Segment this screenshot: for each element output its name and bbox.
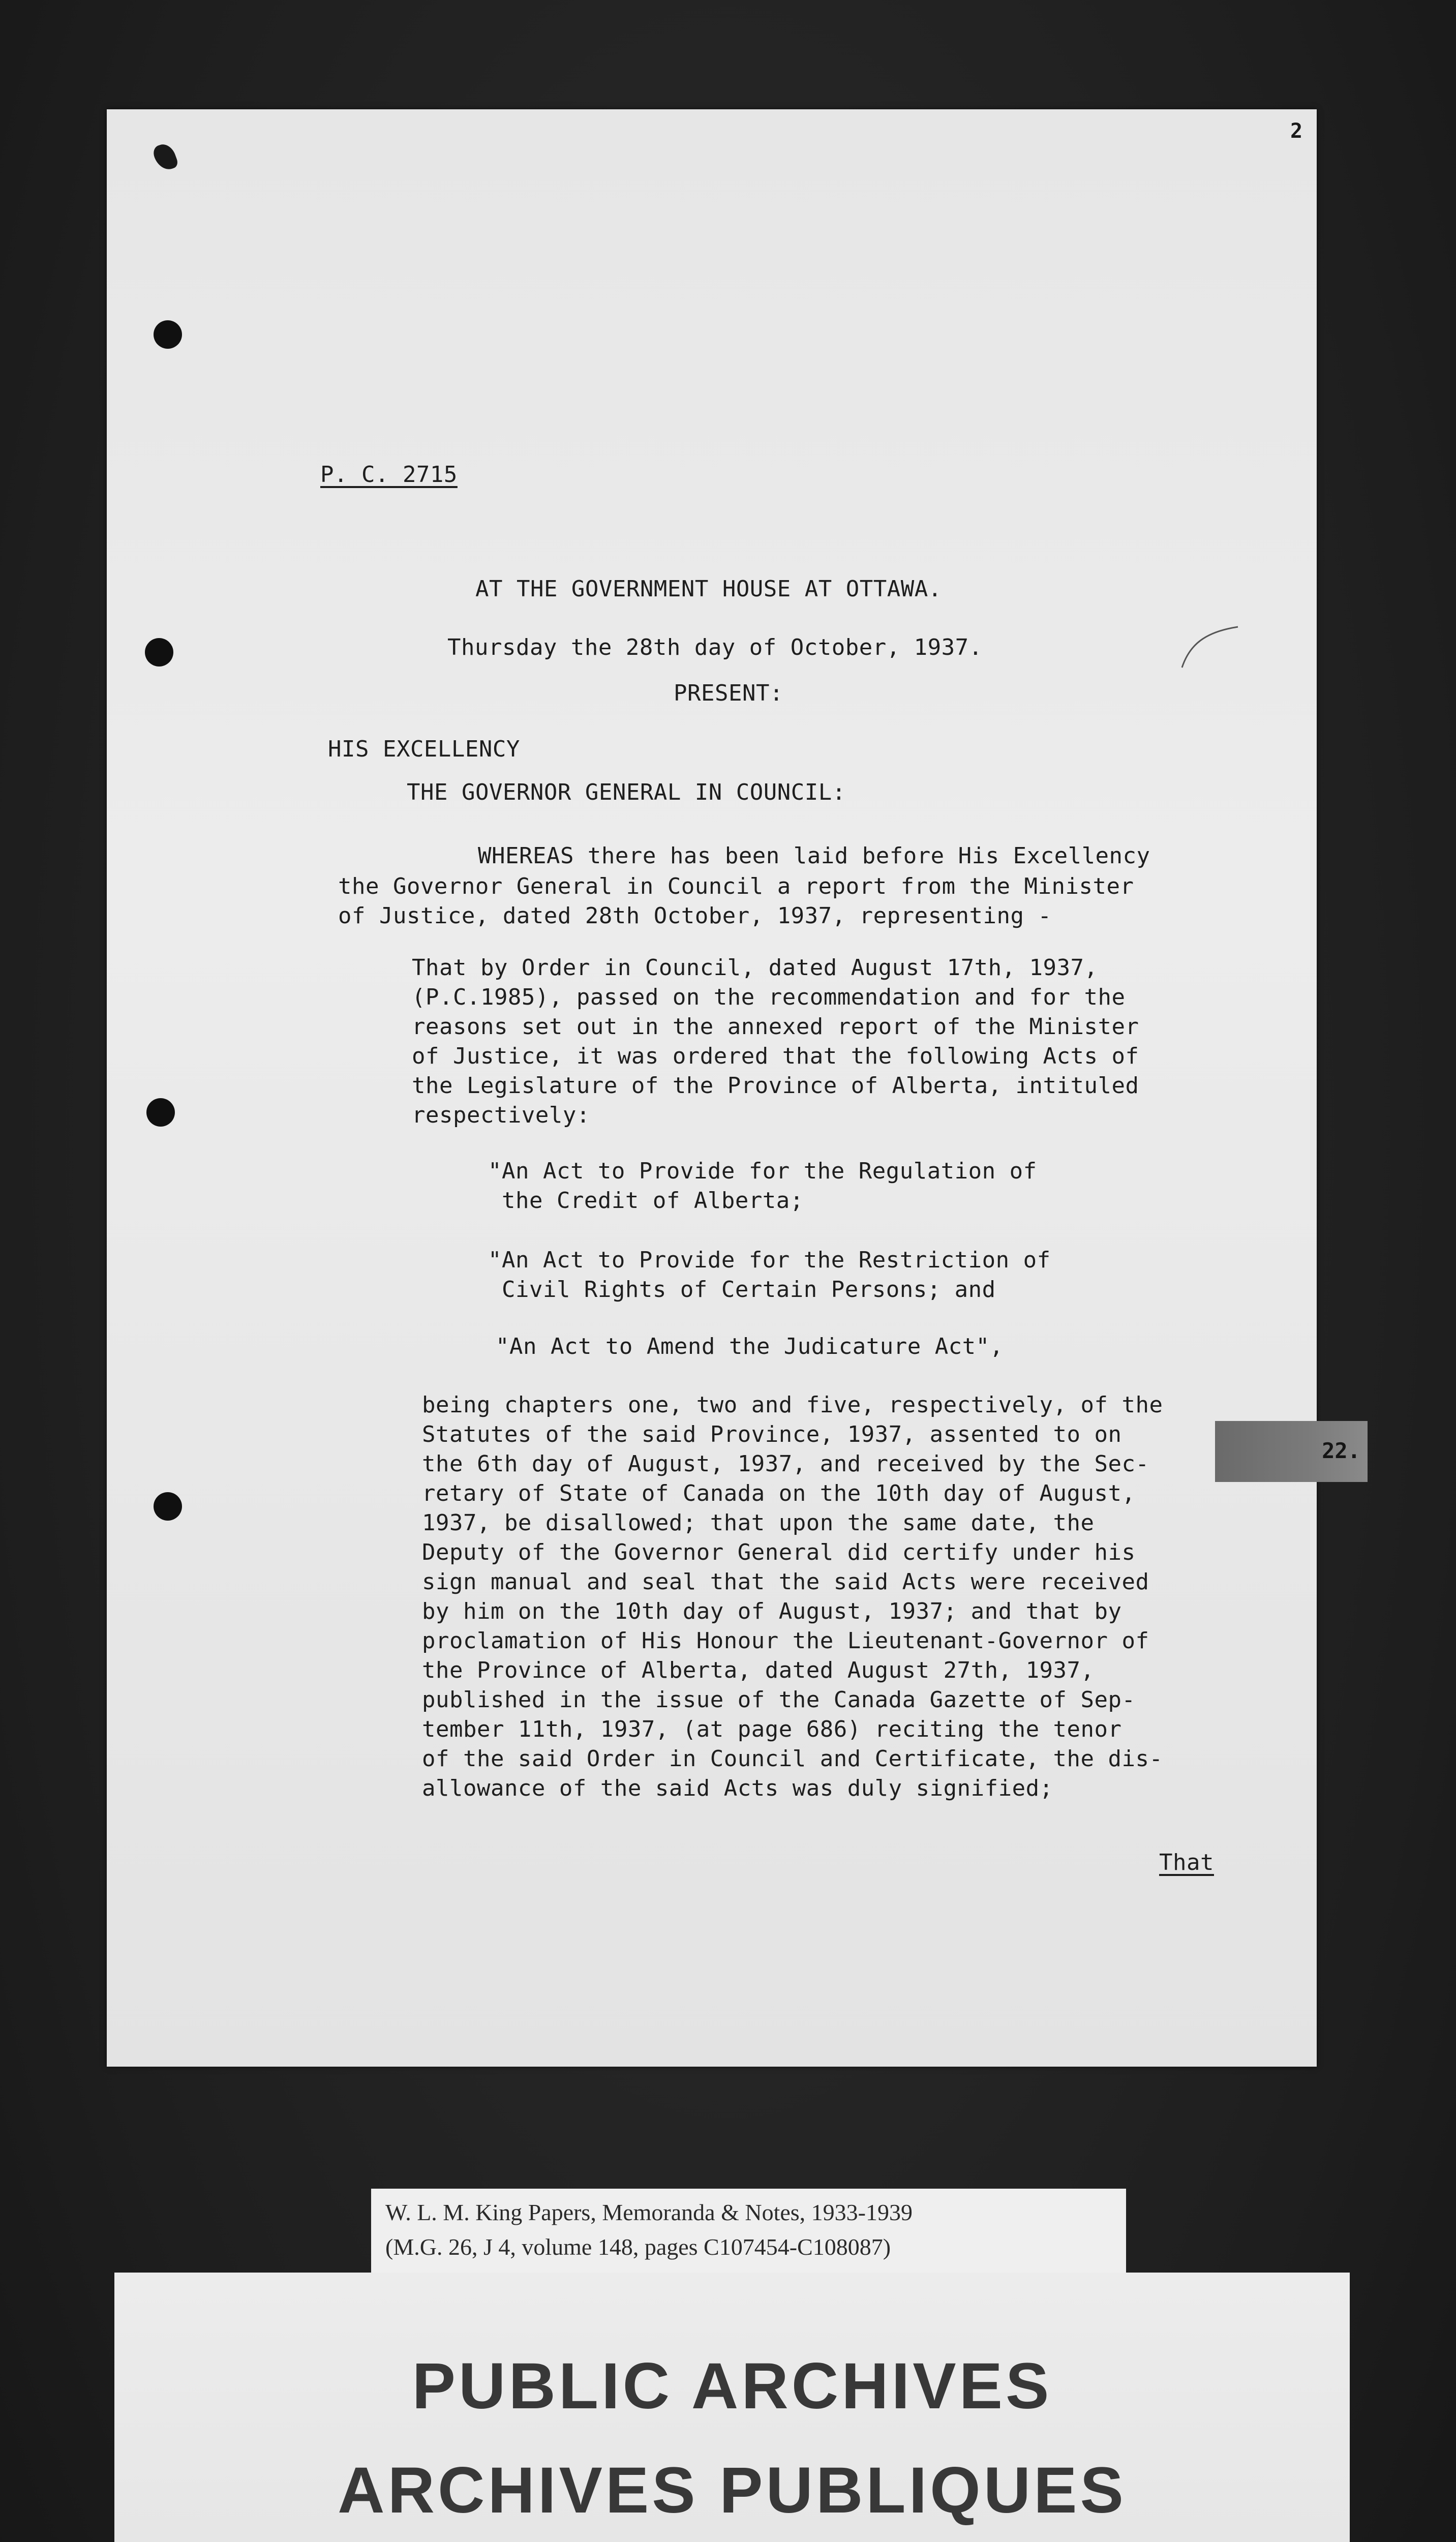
text-line: (P.C.1985), passed on the recommendation and for the: [412, 984, 1126, 1010]
text-line: proclamation of His Honour the Lieutenant-Governor of: [422, 1628, 1149, 1654]
act-judicature: "An Act to Amend the Judicature Act",: [496, 1334, 1004, 1359]
text-line: 1937, be disallowed; that upon the same date, the: [422, 1510, 1095, 1536]
text-line: sign manual and seal that the said Acts were received: [422, 1569, 1149, 1595]
text-line: That by Order in Council, dated August 17th, 1937,: [412, 955, 1098, 981]
pen-mark: [1179, 624, 1240, 670]
text-line: the Governor General in Council a report from the Minister: [338, 873, 1134, 899]
date-line: Thursday the 28th day of October, 1937.: [447, 634, 983, 660]
punch-hole: [145, 638, 173, 667]
text-line: Deputy of the Governor General did certify under his: [422, 1539, 1136, 1565]
citation-label: [371, 2189, 1126, 2273]
text-line: respectively:: [412, 1102, 590, 1128]
corner-page-number: 2: [1290, 119, 1303, 143]
text-line: "An Act to Provide for the Restriction of: [488, 1247, 1051, 1273]
punch-hole: [154, 320, 182, 349]
page-tab-number: 22.: [1322, 1438, 1360, 1463]
catchword: That: [1159, 1850, 1214, 1875]
his-excellency: HIS EXCELLENCY: [328, 736, 520, 762]
text-line: "An Act to Provide for the Regulation of: [488, 1158, 1037, 1184]
punch-hole: [146, 1098, 175, 1127]
archives-title-french: ARCHIVES PUBLIQUES: [338, 2454, 1127, 2527]
present-line: PRESENT:: [674, 680, 783, 706]
citation-line-1: W. L. M. King Papers, Memoranda & Notes, 1933-1939: [385, 2199, 913, 2225]
text-line: of the said Order in Council and Certificate, the dis-: [422, 1746, 1163, 1772]
pc-reference: P. C. 2715: [320, 462, 458, 488]
text-line: retary of State of Canada on the 10th day of August,: [422, 1480, 1136, 1506]
text-line: the Legislature of the Province of Alberta, intituled: [412, 1073, 1139, 1099]
archives-title-english: PUBLIC ARCHIVES: [412, 2350, 1052, 2423]
text-line: the Credit of Alberta;: [488, 1188, 804, 1214]
governor-general-in-council: THE GOVERNOR GENERAL IN COUNCIL:: [407, 779, 846, 805]
text-line: the Province of Alberta, dated August 27th, 1937,: [422, 1657, 1095, 1683]
text-line: Civil Rights of Certain Persons; and: [488, 1277, 996, 1303]
text-line: Statutes of the said Province, 1937, assented to on: [422, 1421, 1122, 1447]
text-line: reasons set out in the annexed report of the Minister: [412, 1014, 1139, 1040]
text-line: published in the issue of the Canada Gazette of Sep-: [422, 1687, 1136, 1713]
archives-card: [114, 2273, 1350, 2542]
text-line: WHEREAS there has been laid before His Excellency: [478, 843, 1150, 869]
document-page: [107, 109, 1317, 2067]
page-tab: [1215, 1421, 1368, 1482]
location-line: AT THE GOVERNMENT HOUSE AT OTTAWA.: [475, 576, 942, 602]
text-line: by him on the 10th day of August, 1937; and that by: [422, 1598, 1122, 1624]
text-line: tember 11th, 1937, (at page 686) reciting the tenor: [422, 1716, 1122, 1742]
ink-blot: [151, 141, 179, 173]
citation-line-2: (M.G. 26, J 4, volume 148, pages C107454-C108087): [385, 2234, 891, 2260]
punch-hole: [154, 1492, 182, 1521]
text-line: of Justice, dated 28th October, 1937, representing -: [338, 903, 1052, 929]
text-line: being chapters one, two and five, respectively, of the: [422, 1392, 1163, 1418]
text-line: of Justice, it was ordered that the following Acts of: [412, 1043, 1139, 1069]
text-line: allowance of the said Acts was duly signified;: [422, 1775, 1053, 1801]
text-line: the 6th day of August, 1937, and received by the Sec-: [422, 1451, 1149, 1477]
